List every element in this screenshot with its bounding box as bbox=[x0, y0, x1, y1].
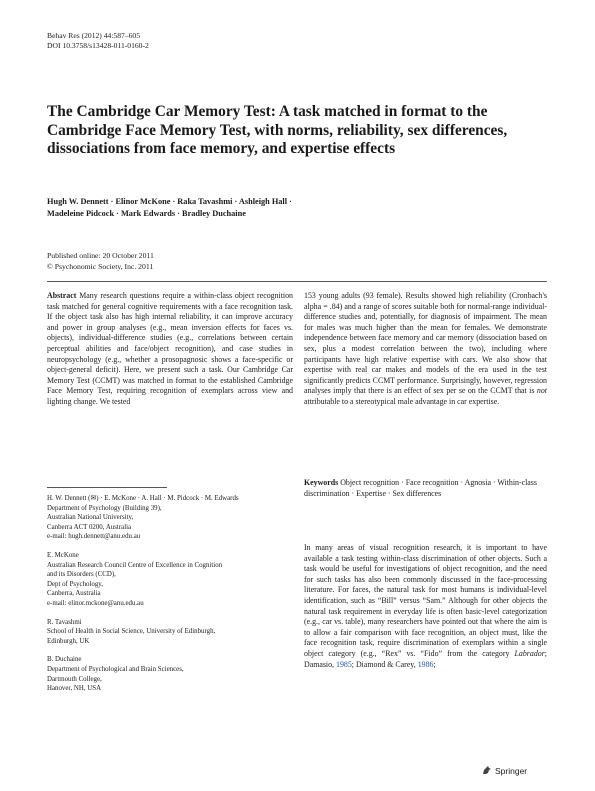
affiliation-line: Canberra ACT 0200, Australia bbox=[47, 523, 132, 531]
affiliations bbox=[47, 494, 293, 703]
affiliation-email[interactable]: e-mail: elinor.mckone@anu.edu.au bbox=[47, 599, 144, 607]
intro-sep: ; Diamond & Carey, bbox=[351, 659, 416, 669]
affiliation-names: H. W. Dennett (✉) · E. McKone · A. Hall · M. Pidcock · M. Edwards bbox=[47, 495, 239, 502]
affiliation-line: Canberra, Australia bbox=[47, 590, 101, 598]
springer-horse-icon bbox=[481, 765, 492, 776]
published-date: Published online: 20 October 2011 bbox=[47, 251, 154, 260]
affiliation-names: R. Tavashmi bbox=[47, 618, 82, 626]
publisher-logo bbox=[481, 765, 527, 776]
affiliation-block bbox=[47, 618, 293, 647]
citation-link[interactable]: 1985 bbox=[336, 659, 352, 669]
doi: DOI 10.3758/s13428-011-0160-2 bbox=[47, 41, 149, 50]
intro-emphasis: Labrador bbox=[514, 648, 545, 658]
keywords bbox=[304, 478, 547, 499]
affiliation-line: Hanover, NH, USA bbox=[47, 685, 102, 693]
affiliation-divider bbox=[47, 487, 167, 488]
keywords-heading: Keywords bbox=[304, 478, 339, 487]
publisher-name: Springer bbox=[495, 765, 528, 776]
affiliation-line: Department of Psychology (Building 39), bbox=[47, 504, 162, 512]
affiliation-line: Australian Research Council Centre of Excellence in Cognition bbox=[47, 561, 223, 569]
abstract-heading: Abstract bbox=[47, 291, 77, 300]
affiliation-names: E. McKone bbox=[47, 551, 79, 559]
intro-sep: ; bbox=[433, 659, 436, 669]
affiliation-email[interactable]: e-mail: hugh.dennett@anu.edu.au bbox=[47, 533, 141, 541]
affiliation-line: Dartmouth College, bbox=[47, 675, 102, 683]
affiliation-names: B. Duchaine bbox=[47, 656, 82, 664]
affiliation-line: Australian National University, bbox=[47, 514, 134, 522]
citation-link[interactable]: 1986 bbox=[417, 659, 434, 669]
abstract-text-right: 153 young adults (93 female). Results showed high reliability (Cronbach's alpha = .84) and a range of scores suitable both for normal-range individual-difference studies and, potentially, for diagnosis of impairment. The mean for males was much higher than the mean for females. We demonstrate independence between face memory and car memory (dissociation based on sex, plus a modest correlation between the two), including where participants have high relative expertise with cars. We also show that expertise with real car makes and models of the era used in the test significantly predicts CCMT performance. Surprisingly, however, regression analyses imply that there is an effect of sex per se on the CCMT that is bbox=[304, 291, 547, 396]
affiliation-block bbox=[47, 551, 293, 609]
affiliation-line: Department of Psychological and Brain Sciences, bbox=[47, 665, 184, 673]
journal-reference: Behav Res (2012) 44:587–605 bbox=[47, 31, 141, 40]
copyright: © Psychonomic Society, Inc. 2011 bbox=[47, 262, 154, 271]
intro-paragraph: In many areas of visual recognition research, it is important to have available a task testing within-class discrimination of other objects. Such a task would be useful for investigations of object recognition, and the need for such tasks has also been commonly discussed in the face-processing literature. For faces, the natural task for most humans is individual-level identification, such as “Bill” versus “Sam.” Although for other objects the natural task requirement in everyday life is often basic-level categorization (e.g., car vs. table), many researchers have pointed out that where the aim is to allow a fair comparison with face recognition, an object must, like the face recognition task, require discrimination of exemplars within a single object category (e.g., “Rex” vs. “Fido” from the category bbox=[304, 543, 547, 658]
abstract-text-left: Many research questions require a within-class object recognition task matched for general cognitive requirements with a face recognition task. If the object task also has high internal reliability, it can improve accuracy and power in group analyses (e.g., mean inversion effects for faces vs. objects), individual-difference studies (e.g., correlations between certain perceptual abilities and face/object recognition), and case studies in neuropsychology (e.g., whether a prosopagnosic shows a face-specific or object-general deficit). Here, we present such a task. Our Cambridge Car Memory Test (CCMT) was matched in format to the established Cambridge Face Memory Test, requiring recognition of exemplars across view and lighting change. We tested bbox=[47, 291, 293, 406]
affiliation-line: Edinburgh, UK bbox=[47, 637, 90, 645]
affiliation-line: School of Health in Social Science, University of Edinburgh, bbox=[47, 628, 216, 636]
paper-title: The Cambridge Car Memory Test: A task matched in format to the Cambridge Face Memory Test, with norms, reliability, sex differences, dissociations from face memory, and expertise effects bbox=[47, 103, 508, 157]
publication-info bbox=[47, 250, 154, 272]
affiliation-block bbox=[47, 655, 293, 693]
introduction-text bbox=[304, 543, 547, 670]
affiliation-line: Dept of Psychology, bbox=[47, 580, 104, 588]
abstract-right bbox=[304, 291, 547, 408]
abstract-emphasis: not bbox=[536, 386, 547, 396]
affiliation-line: and its Disorders (CCD), bbox=[47, 571, 116, 579]
abstract-left bbox=[47, 291, 293, 408]
abstract-text-end: attributable to a stereotypical male advantage in car expertise. bbox=[304, 396, 500, 406]
keywords-list: Object recognition · Face recognition · Agnosia · Within-class discrimination · Expertise · Sex differences bbox=[304, 478, 537, 498]
affiliation-block bbox=[47, 494, 293, 542]
intro-sep: ; Damasio, bbox=[304, 648, 547, 669]
author-list: Hugh W. Dennett · Elinor McKone · Raka Tavashmi · Ashleigh Hall · Madeleine Pidcock · Mark Edwards · Bradley Duchaine bbox=[47, 197, 292, 218]
divider bbox=[47, 281, 547, 282]
